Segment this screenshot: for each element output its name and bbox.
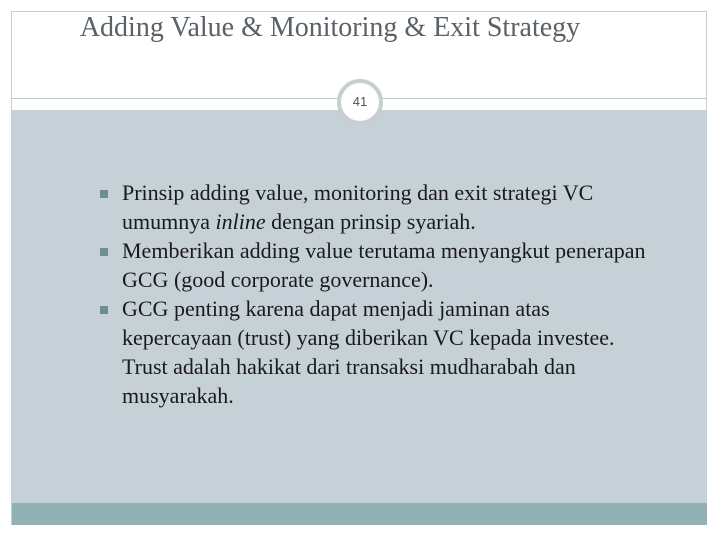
footer-bar (12, 503, 707, 525)
bullet-text: Prinsip adding value, monitoring dan exit strategi VC umumnya (122, 180, 594, 234)
bullet-item (100, 236, 660, 294)
square-bullet-icon (100, 306, 108, 314)
square-bullet-icon (100, 190, 108, 198)
bullet-text: Memberikan adding value terutama menyangkut penerapan GCG (good corporate governance). (122, 238, 646, 292)
bullet-item (100, 294, 660, 410)
bullet-item (100, 178, 660, 236)
bullet-list (100, 178, 660, 410)
slide-title: Adding Value & Monitoring & Exit Strategy (79, 12, 581, 43)
bullet-emphasis: inline (215, 209, 266, 234)
bullet-text: GCG penting karena dapat menjadi jaminan atas kepercayaan (trust) yang diberikan VC kepada investee. Trust adalah hakikat dari transaksi mudharabah dan musyarakah. (122, 296, 615, 408)
square-bullet-icon (100, 248, 108, 256)
bullet-text: dengan prinsip syariah. (265, 209, 476, 234)
page-number-badge: 41 (337, 79, 383, 125)
